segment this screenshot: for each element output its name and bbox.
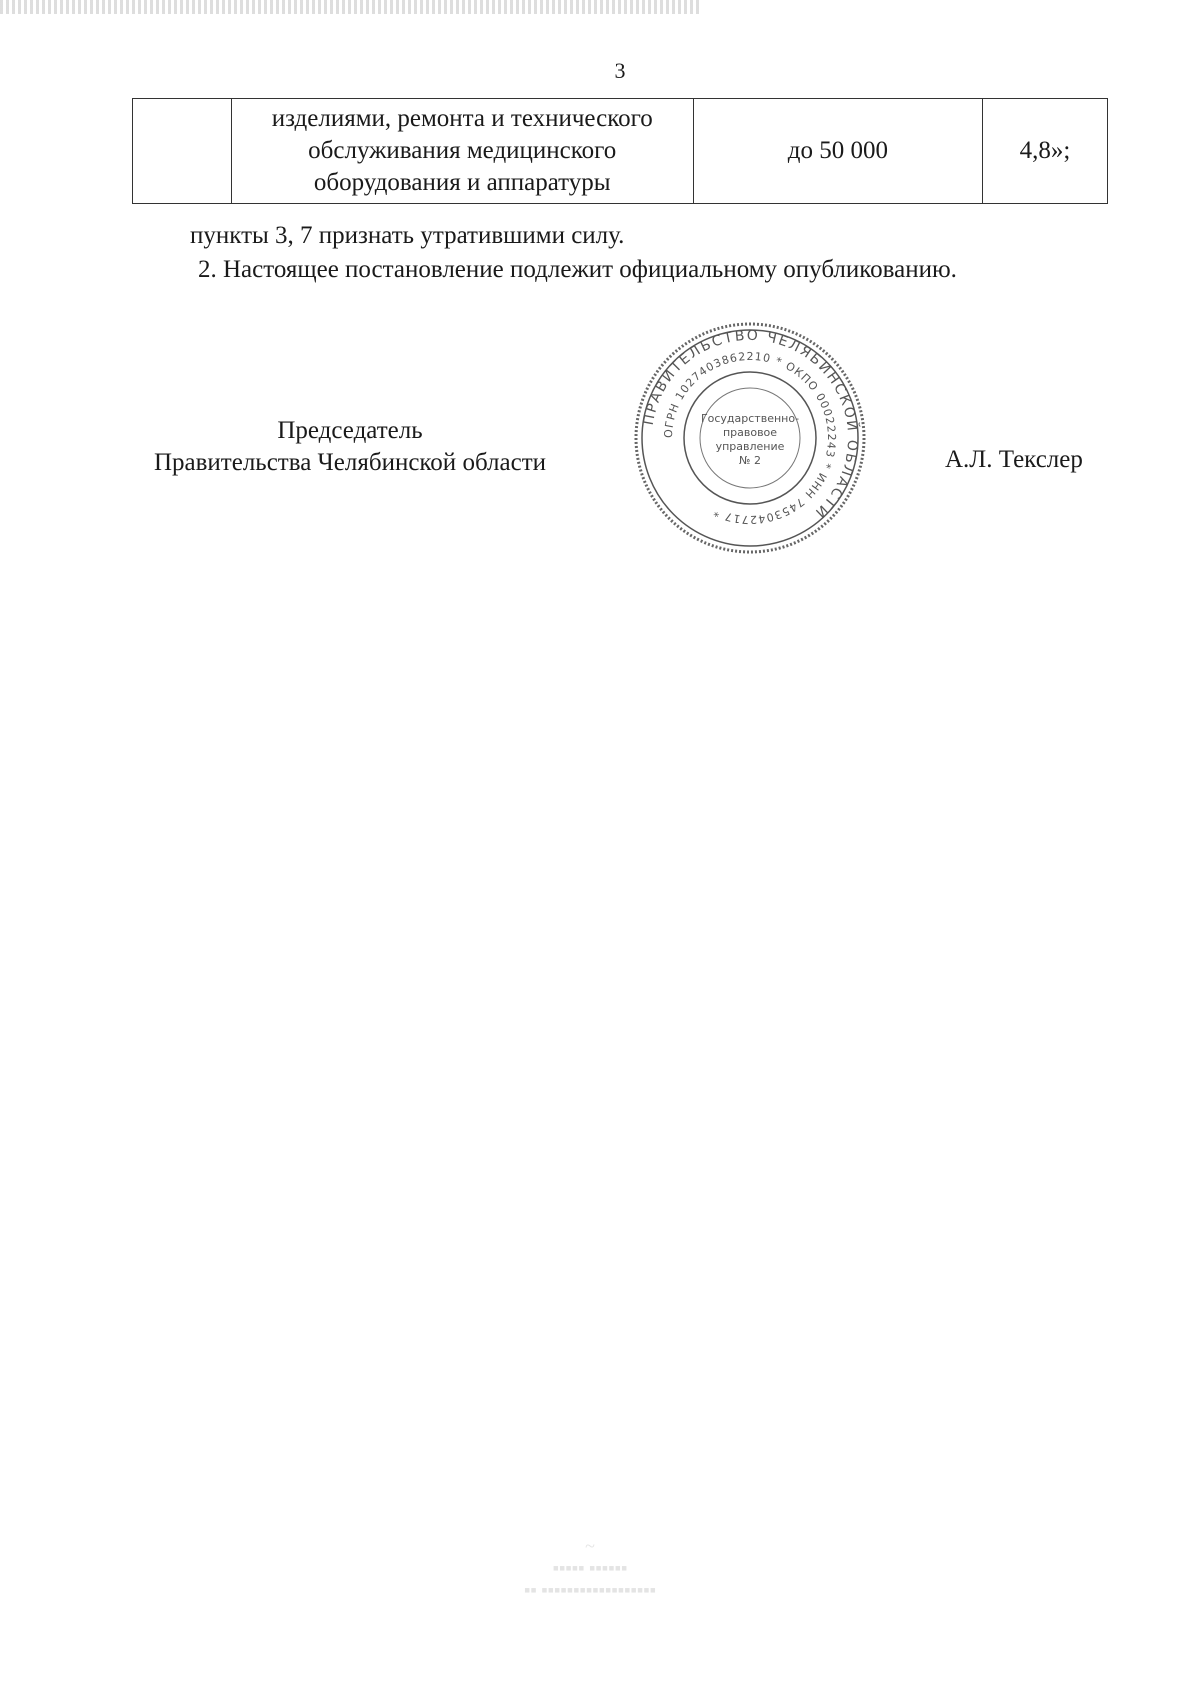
signer-title-line1: Председатель: [277, 417, 423, 444]
signer-name: А.Л. Текслер: [945, 446, 1083, 473]
continuation-table: [132, 98, 1108, 204]
page-number: 3: [614, 58, 626, 83]
table-row: [133, 99, 1108, 204]
seal-center-line: правовое: [722, 426, 778, 439]
table-cell-rate: 4,8»;: [982, 99, 1107, 204]
table-cell-amount: до 50 000: [693, 99, 982, 204]
signer-title-line2: Правительства Челябинской области: [153, 449, 547, 476]
official-seal: [630, 318, 870, 558]
description-line: оборудования и аппаратуры: [313, 169, 611, 196]
description-line: изделиями, ремонта и технического: [271, 105, 653, 132]
description-line: обслуживания медицинского: [308, 137, 617, 164]
seal-outer-text: ПРАВИТЕЛЬСТВО ЧЕЛЯБИНСКОЙ ОБЛАСТИ: [640, 327, 861, 522]
faint-watermark: ~ ▪▪▪▪▪ ▪▪▪▪▪▪ ▪▪ ▪▪▪▪▪▪▪▪▪▪▪▪▪▪▪▪▪▪: [523, 1536, 657, 1600]
seal-center-line: Государственно-: [700, 412, 800, 425]
table-cell-number: [133, 99, 232, 204]
paragraph-invalidated-items: пункты 3, 7 признать утратившими силу.: [190, 222, 625, 249]
seal-center-line: управление: [715, 440, 785, 453]
seal-ring-text: ОГРН 1027403862210 * ОКПО 00022243 * ИНН 7453042717 *: [661, 349, 839, 527]
signer-title: [120, 415, 580, 479]
seal-center-line: № 2: [739, 454, 761, 467]
scan-edge-noise: [0, 0, 700, 14]
paragraph-publication: 2. Настоящее постановление подлежит официальному опубликованию.: [198, 256, 957, 283]
table-cell-description: [231, 99, 693, 204]
